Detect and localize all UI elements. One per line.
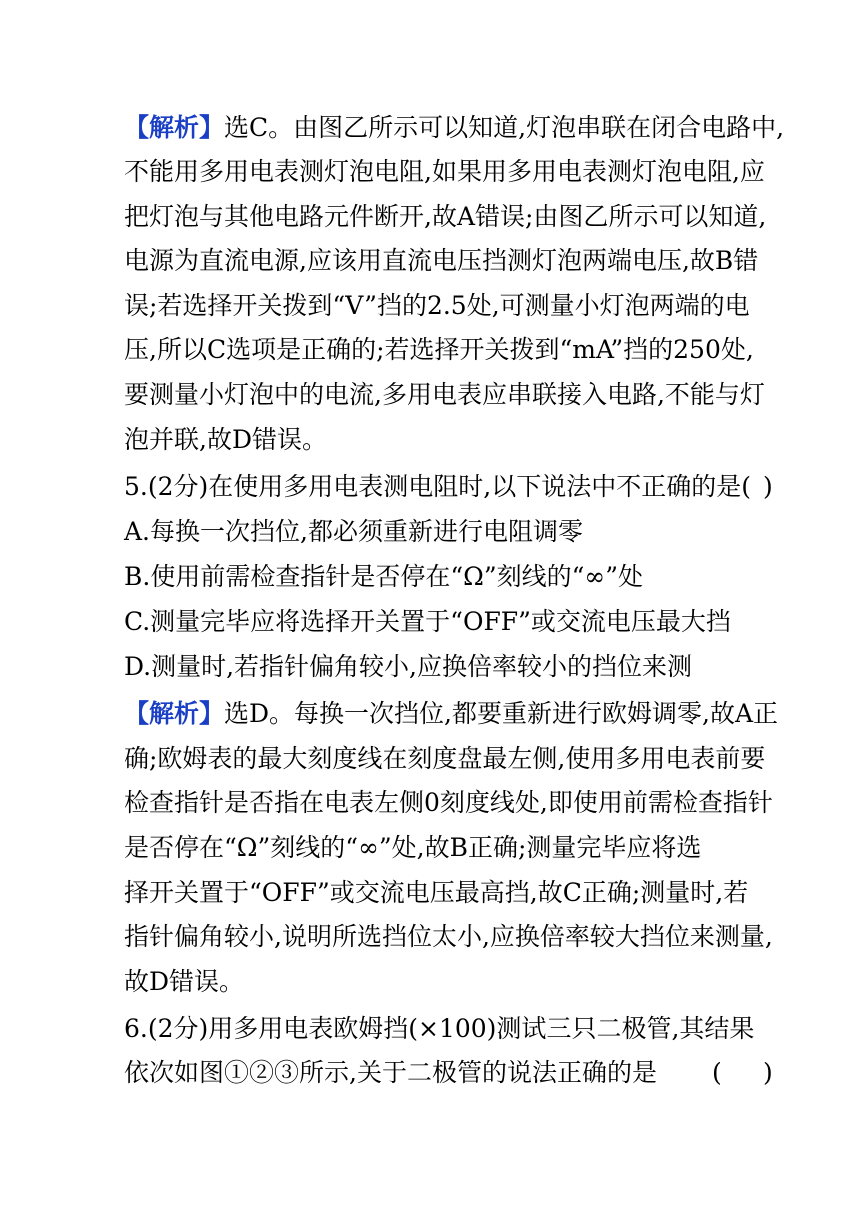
analysis-2-line-1 <box>124 697 778 731</box>
question-6-close-paren: ) <box>763 1058 773 1087</box>
analysis-text: 选D。每换一次挡位,都要重新进行欧姆调零,故A正 <box>224 699 779 728</box>
analysis-1-line-7: 要测量小灯泡中的电流,多用电表应串联接入电路,不能与灯 <box>124 380 765 409</box>
analysis-1-line-8: 泡并联,故D错误。 <box>124 425 327 454</box>
analysis-1-line-2: 不能用多用电表测灯泡电阻,如果用多用电表测灯泡电阻,应 <box>124 157 765 186</box>
question-5-option-a: A.每换一次挡位,都必须重新进行电阻调零 <box>124 517 583 546</box>
analysis-1-line-1 <box>124 111 784 145</box>
question-5-option-c: C.测量完毕应将选择开关置于“OFF”或交流电压最大挡 <box>124 607 731 636</box>
analysis-1-line-4: 电源为直流电源,应该用直流电压挡测灯泡两端电压,故B错 <box>124 246 759 275</box>
analysis-tag: 【解析】 <box>124 113 225 142</box>
analysis-2-line-6: 指针偏角较小,说明所选挡位太小,应换倍率较大挡位来测量, <box>124 922 773 951</box>
question-6-line-2: 依次如图①②③所示,关于二极管的说法正确的是 <box>124 1058 657 1087</box>
question-5-stem: 5.(2分)在使用多用电表测电阻时,以下说法中不正确的是( <box>124 472 751 501</box>
analysis-1-line-3: 把灯泡与其他电路元件断开,故A错误;由图乙所示可以知道, <box>124 202 767 231</box>
analysis-1-line-5: 误;若选择开关拨到“V”挡的2.5处,可测量小灯泡两端的电 <box>124 291 750 320</box>
analysis-2-line-5: 择开关置于“OFF”或交流电压最高挡,故C正确;测量时,若 <box>124 878 749 907</box>
analysis-1-line-6: 压,所以C选项是正确的;若选择开关拨到“mA”挡的250处, <box>124 335 754 364</box>
question-5-option-d: D.测量时,若指针偏角较小,应换倍率较小的挡位来测 <box>124 652 692 681</box>
analysis-tag: 【解析】 <box>124 699 225 728</box>
analysis-text: 选C。由图乙所示可以知道,灯泡串联在闭合电路中, <box>224 113 785 142</box>
analysis-2-line-7: 故D错误。 <box>124 967 245 996</box>
question-5-option-b: B.使用前需检查指针是否停在“Ω”刻线的“∞”处 <box>124 562 643 591</box>
analysis-2-line-4: 是否停在“Ω”刻线的“∞”处,故B正确;测量完毕应将选 <box>124 833 702 862</box>
analysis-2-line-3: 检查指针是否指在电表左侧0刻度线处,即使用前需检查指针 <box>124 788 773 817</box>
question-6-line-1: 6.(2分)用多用电表欧姆挡(×100)测试三只二极管,其结果 <box>124 1014 755 1043</box>
analysis-2-line-2: 确;欧姆表的最大刻度线在刻度盘最左侧,使用多用电表前要 <box>124 744 766 773</box>
question-6-open-paren: ( <box>712 1058 722 1087</box>
question-5-close-paren: ) <box>763 472 773 501</box>
